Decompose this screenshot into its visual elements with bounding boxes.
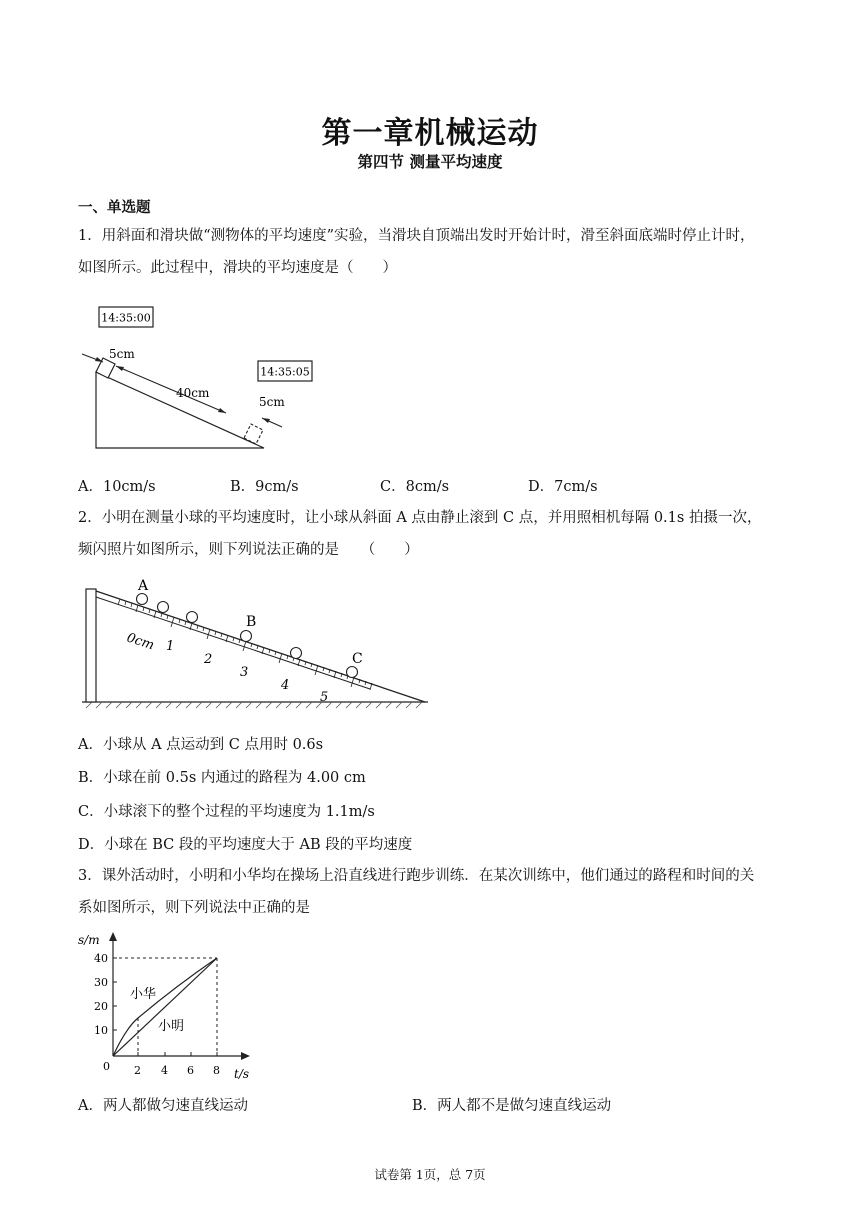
q2-label-b: B [246, 614, 257, 630]
q3-text-line1: 3．课外活动时，小明和小华均在操场上沿直线进行跑步训练．在某次训练中，他们通过的路程和时间的关 [78, 868, 755, 884]
q2-option-c[interactable]: C．小球滚下的整个过程的平均速度为 1.1m/s [78, 804, 375, 820]
q2-option-a[interactable]: A．小球从 A 点运动到 C 点用时 0.6s [78, 737, 324, 753]
q3-option-b[interactable]: B．两人都不是做匀速直线运动 [412, 1098, 612, 1114]
q3-xlabel: t/s [234, 1067, 250, 1081]
q1-timer-start [99, 307, 153, 327]
q3-distance-time-graph [76, 928, 256, 1083]
q2-label-a: A [138, 578, 149, 594]
q1-time-start: 14:35:00 [101, 311, 151, 325]
q3-ylabel: s/m [78, 933, 100, 947]
q2-ball [347, 667, 358, 678]
q3-xtick: 4 [161, 1064, 168, 1077]
q3-text-line2: 系如图所示，则下列说法中正确的是 [78, 900, 310, 916]
q2-text-line2: 频闪照片如图所示，则下列说法正确的是 （ ） [78, 542, 419, 558]
q1-option-b[interactable]: B．9cm/s [230, 479, 299, 495]
q3-xtick: 2 [134, 1064, 141, 1077]
q3-ytick: 40 [94, 952, 108, 965]
section-heading: 一、单选题 [78, 200, 151, 216]
q2-ball [158, 602, 169, 613]
page-footer: 试卷第 1页，总 7页 [374, 1167, 486, 1182]
q1-time-end: 14:35:05 [260, 365, 310, 379]
q1-option-d[interactable]: D．7cm/s [528, 479, 598, 495]
q3-xtick: 6 [187, 1064, 194, 1077]
q3-label-xiaohua: 小华 [130, 987, 157, 1002]
q1-len-mid: 40cm [176, 386, 210, 400]
q2-tick-label: 2 [204, 652, 213, 667]
q1-option-c[interactable]: C．8cm/s [380, 479, 450, 495]
q2-tick-label: 1 [166, 639, 175, 654]
q1-incline-figure [76, 300, 326, 460]
q1-option-a[interactable]: A．10cm/s [78, 479, 156, 495]
q2-ramp-figure [80, 575, 430, 715]
page-subtitle: 第四节 测量平均速度 [357, 153, 503, 171]
q2-ball [291, 648, 302, 659]
q1-len-bottom: 5cm [259, 395, 285, 409]
q2-post [86, 589, 96, 702]
q2-ball [241, 631, 252, 642]
q2-ball [187, 612, 198, 623]
page-title: 第一章机械运动 [321, 116, 539, 151]
q2-tick-label: 3 [240, 665, 249, 680]
q2-option-b[interactable]: B．小球在前 0.5s 内通过的路程为 4.00 cm [78, 770, 366, 786]
q1-block-bottom [244, 424, 263, 444]
q3-xtick: 8 [213, 1064, 220, 1077]
q2-tick-label: 0cm [124, 630, 156, 654]
q3-label-xiaoming: 小明 [158, 1019, 185, 1034]
q2-tick-label: 4 [281, 678, 290, 693]
q3-xtick: 0 [103, 1060, 110, 1073]
q3-ytick: 20 [94, 1000, 108, 1013]
q2-option-d[interactable]: D．小球在 BC 段的平均速度大于 AB 段的平均速度 [78, 837, 413, 853]
q3-ytick: 30 [94, 976, 108, 989]
q3-line-xiaoming [113, 958, 217, 1056]
q2-label-c: C [352, 651, 363, 667]
q2-tick-label: 5 [320, 690, 329, 705]
q2-text-line1: 2．小明在测量小球的平均速度时，让小球从斜面 A 点由静止滚到 C 点，并用照相机每隔 0.1s 拍摄一次， [78, 510, 762, 526]
q1-text-line1: 1．用斜面和滑块做“测物体的平均速度”实验，当滑块自顶端出发时开始计时，滑至斜面底端时停止计时， [78, 228, 755, 244]
q1-timer-end [258, 361, 312, 381]
q3-option-a[interactable]: A．两人都做匀速直线运动 [78, 1098, 248, 1114]
q3-ytick: 10 [94, 1024, 108, 1037]
q1-incline [96, 372, 264, 448]
q2-ball [137, 594, 148, 605]
q1-text-line2: 如图所示。此过程中，滑块的平均速度是（ ） [78, 260, 397, 276]
q1-len-top: 5cm [109, 347, 135, 361]
